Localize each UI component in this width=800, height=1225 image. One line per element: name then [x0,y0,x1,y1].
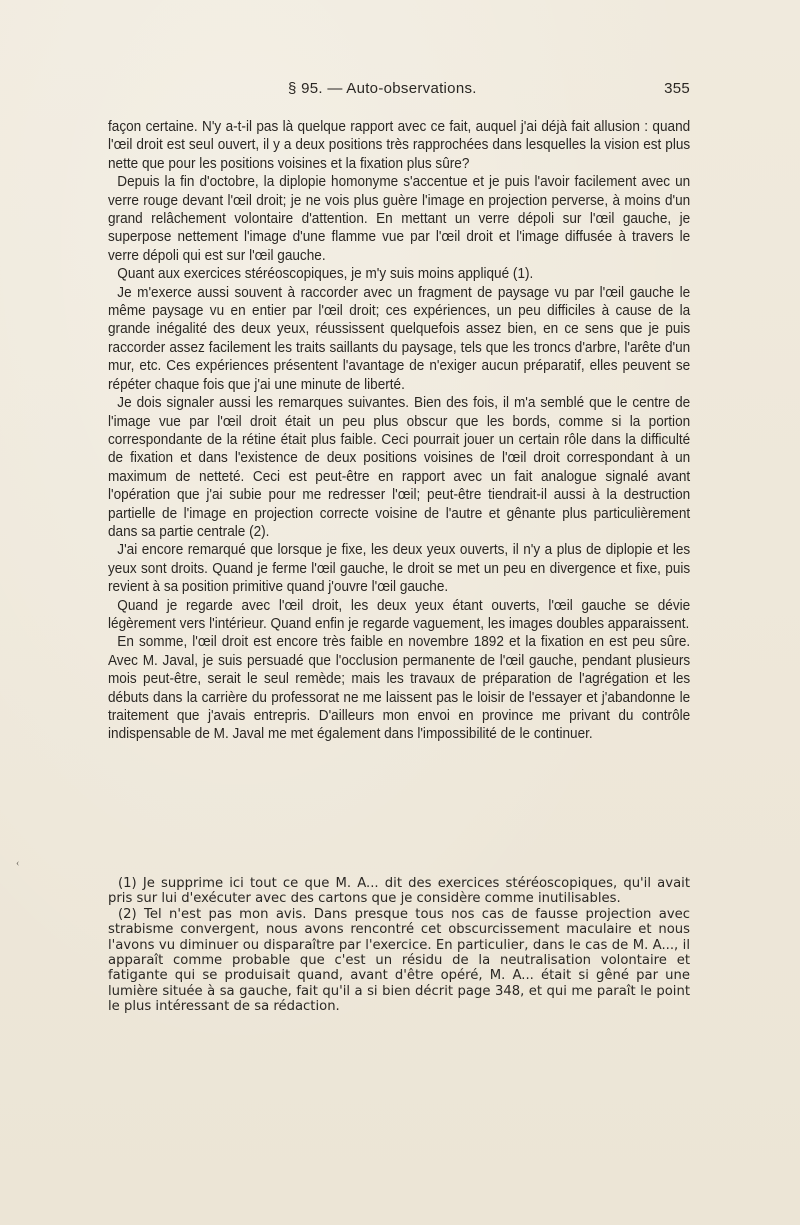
page-number: 355 [664,80,690,97]
paragraph: J'ai encore remarqué que lorsque je fixe, les deux yeux ouverts, il n'y a plus de diplopie et les yeux sont droits. Quand je ferme l'œil gauche, le droit se met un peu en divergence et fixe, puis revient à sa position primitive quand j'ouvre l'œil gauche. [108,542,691,596]
footnote: (2) Tel n'est pas mon avis. Dans presque tous nos cas de fausse projection avec strabisme convergent, nous avons rencontré cet obscurcissement maculaire et nous l'avons vu diminuer ou disparaître par l'exercice. En particulier, dans le cas de M. A..., il apparaît comme probable que c'est un résidu de la neutralisation volontaire et fatigante qui se produisait quand, avant d'être opéré, M. A... était si gêné par une lumière située à sa gauche, fait qu'il a si bien décrit page 348, et qui me paraît le point le plus intéressant de sa rédaction. [108,906,690,1015]
paragraph: Quant aux exercices stéréoscopiques, je m'y suis moins appliqué (1). [117,266,534,283]
paragraph: Je m'exerce aussi souvent à raccorder avec un fragment de paysage vu par l'œil gauche le même paysage vu en entier par l'œil droit; ces expériences, un peu difficiles à cause de la grande inégalité des deux yeux, réussissent quelquefois assez bien, en ce sens que je puis raccorder assez facilement les traits saillants du paysage, tels que les troncs d'arbre, l'arête d'un mur, etc. Ces expériences présentent l'avantage de n'exiger aucun préparatif, elles peuvent se répéter chaque fois que j'ai une minute de liberté. [108,284,691,393]
page-header [108,80,690,104]
paragraph: En somme, l'œil droit est encore très faible en novembre 1892 et la fixation en est peu sûre. Avec M. Javal, je suis persuadé que l'occlusion permanente de l'œil gauche, pendant plusieurs mois peut-être, serait le seul remède; mais les travaux de préparation de l'agrégation et les débuts dans la carrière du professorat ne me laissent pas le loisir de l'essayer et j'abandonne le traitement que j'avais entrepris. D'ailleurs mon envoi en province me privant du contrôle indispensable de M. Javal me met également dans l'impossibilité de le continuer. [108,634,691,743]
footnotes [108,876,690,1015]
paragraph: Je dois signaler aussi les remarques suivantes. Bien des fois, il m'a semblé que le centre de l'image vue par l'œil droit était un peu plus obscur que les bords, comme si la portion correspondante de la rétine était plus faible. Ceci pourrait jouer un certain rôle dans la difficulté de fixation et dans l'existence de deux positions voisines de l'œil droit correspondant à un maximum de netteté. Ceci est peut-être en rapport avec un fait analogue signalé avant l'opération que j'ai subie pour me redresser l'œil; peut-être tiendrait-il aussi à la destruction partielle de l'image en projection correcte voisine de l'autre et gênante plus particulièrement dans sa partie centrale (2). [108,395,691,540]
paragraph: Depuis la fin d'octobre, la diplopie homonyme s'accentue et je puis l'avoir facilement avec un verre rouge devant l'œil droit; je ne vois plus guère l'image en projection perverse, à moins d'un grand relâchement volontaire d'attention. En mettant un verre dépoli sur l'œil gauche, je superpose nettement l'image d'une flamme vue par l'œil droit et l'image diffusée à travers le verre dépoli qui est sur l'œil gauche. [108,174,691,264]
paragraph: Quand je regarde avec l'œil droit, les deux yeux étant ouverts, l'œil gauche se dévie légèrement vers l'intérieur. Quand enfin je regarde vaguement, les images doubles apparaissent. [108,597,691,632]
margin-mark: ‹ [16,858,20,869]
paragraph: façon certaine. N'y a-t-il pas là quelque rapport avec ce fait, auquel j'ai déjà fait allusion : quand l'œil droit est seul ouvert, il y a deux positions très rapprochées dans lesquelles la vision est plus nette que pour les positions voisines et la fixation plus sûre? [108,119,691,172]
main-text [108,118,690,744]
running-head: § 95. — Auto-observations. [288,80,477,97]
footnote: (1) Je supprime ici tout ce que M. A... dit des exercices stéréoscopiques, qu'il avait pris sur lui d'exécuter avec des cartons que je considère comme inutilisables. [108,876,690,907]
